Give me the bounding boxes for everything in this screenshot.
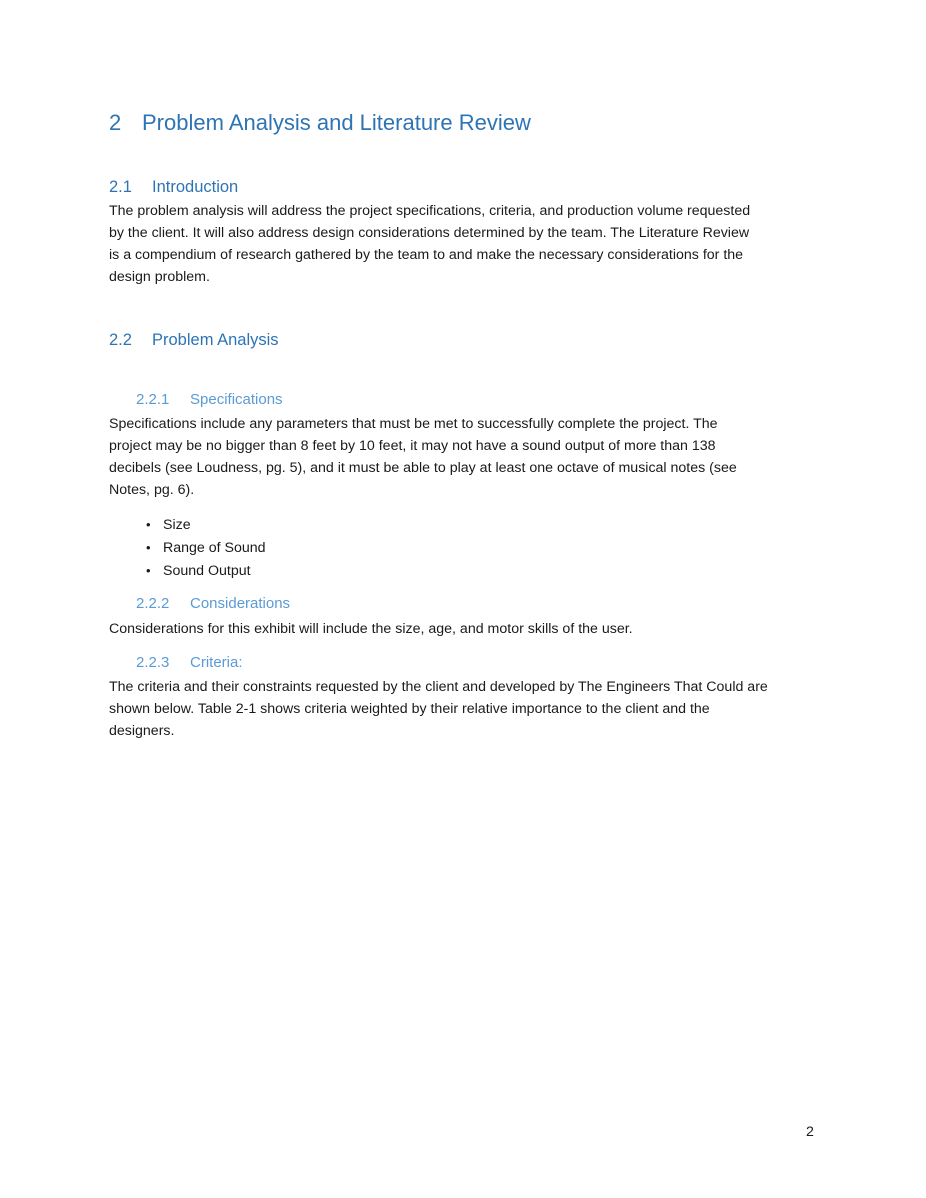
paragraph-line: Specifications include any parameters that must be met to successfully complete the project. The <box>109 416 718 432</box>
subsection-heading-considerations <box>136 595 290 612</box>
list-item <box>146 513 266 536</box>
subsection-title: Considerations <box>190 595 291 612</box>
paragraph-line: designers. <box>109 723 175 739</box>
section-heading-introduction <box>109 178 238 197</box>
considerations-paragraph <box>109 618 829 640</box>
list-item-label: Size <box>163 517 191 533</box>
list-item-label: Sound Output <box>163 563 251 579</box>
section-heading-problem-analysis <box>109 331 279 350</box>
chapter-title: Problem Analysis and Literature Review <box>142 110 531 135</box>
subsection-number: 2.2.3 <box>136 654 170 671</box>
list-item <box>146 559 266 582</box>
subsection-heading-specifications <box>136 391 283 408</box>
page-number: 2 <box>806 1124 814 1140</box>
introduction-paragraph <box>109 200 829 288</box>
paragraph-line: design problem. <box>109 269 210 285</box>
paragraph-line: The criteria and their constraints requested by the client and developed by The Engineers That Could are <box>109 679 768 695</box>
section-number: 2.2 <box>109 331 132 349</box>
subsection-number: 2.2.1 <box>136 391 170 408</box>
section-title: Introduction <box>152 178 239 196</box>
subsection-title: Specifications <box>190 391 283 408</box>
specifications-bullet-list <box>146 513 266 582</box>
list-item <box>146 536 266 559</box>
paragraph-line: project may be no bigger than 8 feet by 10 feet, it may not have a sound output of more than 138 <box>109 438 716 454</box>
subsection-title: Criteria: <box>190 654 243 671</box>
paragraph-line: decibels (see Loudness, pg. 5), and it must be able to play at least one octave of musical notes (see <box>109 460 737 476</box>
bullet-icon: • <box>146 540 151 555</box>
bullet-icon: • <box>146 563 151 578</box>
section-number: 2.1 <box>109 178 132 196</box>
paragraph-line: The problem analysis will address the project specifications, criteria, and production volume requested <box>109 203 751 219</box>
paragraph-line: Considerations for this exhibit will include the size, age, and motor skills of the user. <box>109 621 633 637</box>
subsection-heading-criteria <box>136 654 243 671</box>
list-item-label: Range of Sound <box>163 540 266 556</box>
paragraph-line: shown below. Table 2-1 shows criteria weighted by their relative importance to the client and the <box>109 701 710 717</box>
chapter-heading <box>109 110 531 136</box>
criteria-paragraph <box>109 676 829 742</box>
section-title: Problem Analysis <box>152 331 279 349</box>
bullet-icon: • <box>146 517 151 532</box>
paragraph-line: Notes, pg. 6). <box>109 482 195 498</box>
chapter-number: 2 <box>109 110 122 135</box>
subsection-number: 2.2.2 <box>136 595 170 612</box>
specifications-paragraph <box>109 413 829 501</box>
paragraph-line: by the client. It will also address design considerations determined by the team. The Literature Review <box>109 225 750 241</box>
paragraph-line: is a compendium of research gathered by the team to and make the necessary considerations for the <box>109 247 744 263</box>
